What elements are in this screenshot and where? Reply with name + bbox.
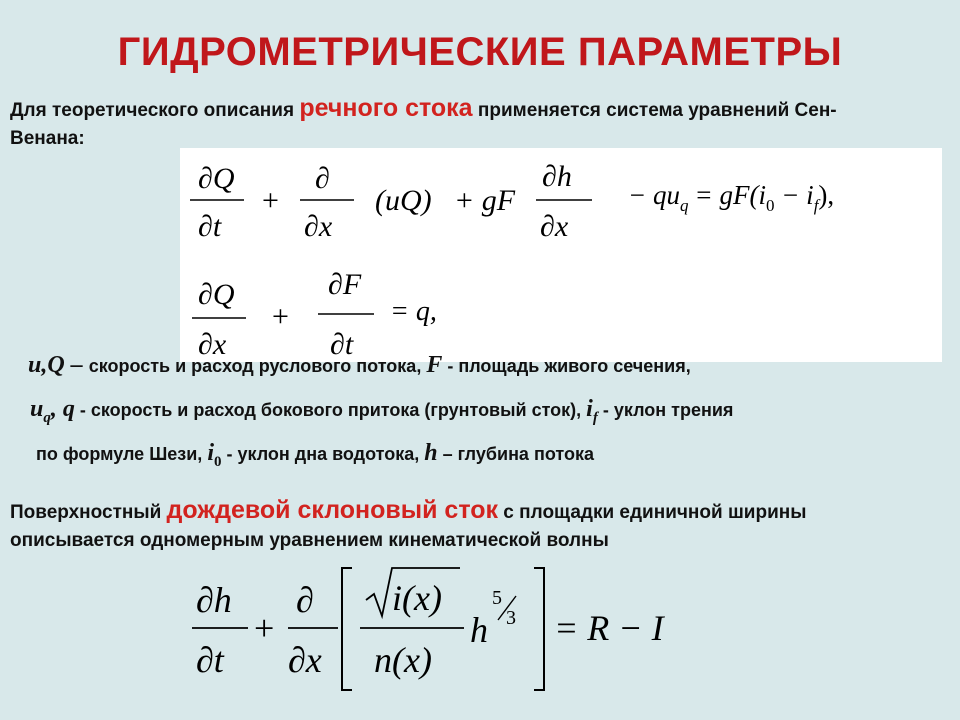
def-text: - скорость и расход бокового притока (грунтовый сток), [74, 400, 587, 420]
def-text: – глубина потока [437, 444, 594, 464]
intro-paragraph [10, 94, 910, 153]
kw-dx: ∂x [288, 640, 322, 680]
eq1-uQ: (uQ) [375, 184, 432, 217]
eq1-q-subscript: q [679, 196, 689, 215]
def-text: - уклон дна водотока, [221, 444, 425, 464]
eq1-minus-qu-text: − qu [628, 180, 680, 210]
kw-d: ∂ [296, 580, 314, 620]
eq1-if-subscript: f [813, 196, 819, 215]
eq2-plus: + [272, 300, 289, 333]
symbol-i: i [207, 440, 214, 466]
eq1-dh: ∂h [542, 160, 572, 193]
def-text: - площадь живого сечения, [442, 356, 691, 376]
kw-rhs: = R − I [554, 608, 664, 648]
intro-highlight: речного стока [299, 94, 473, 122]
runoff-highlight: дождевой склоновый сток [166, 496, 499, 524]
left-bracket [342, 568, 352, 690]
intro-text-before: Для теоретического описания [10, 100, 300, 121]
eq2-dt: ∂t [330, 328, 354, 361]
subscript-f: f [592, 410, 598, 426]
symbol-F: F [426, 352, 443, 378]
symbol-h: h [424, 440, 438, 466]
intro-text-after: применяется система уравнений Сен-Венана: [10, 100, 837, 149]
kw-dt: ∂t [196, 640, 224, 680]
page-title: ГИДРОМЕТРИЧЕСКИЕ ПАРАМЕТРЫ [117, 30, 843, 74]
kw-exp-num: 5 [492, 587, 502, 609]
def-text: - уклон трения [597, 400, 734, 420]
definition-line-1 [28, 352, 691, 379]
def-text: по формуле Шези, [36, 444, 208, 464]
eq1-minus-i: − i [774, 180, 814, 210]
eq2-dF: ∂F [328, 268, 362, 301]
saint-venant-equations [180, 148, 942, 362]
eq2-dx: ∂x [198, 328, 227, 361]
definition-line-2 [30, 396, 733, 427]
eq1-dx2: ∂x [540, 210, 569, 243]
right-bracket [534, 568, 544, 690]
runoff-paragraph [10, 496, 930, 555]
eq2-dQ: ∂Q [198, 278, 235, 311]
definition-line-3 [36, 440, 594, 471]
eq1-dx: ∂x [304, 210, 333, 243]
eq1-plus: + [262, 184, 279, 217]
runoff-text-before: Поверхностный [10, 502, 167, 523]
separator: , [50, 396, 63, 422]
symbol-uQ: u,Q [28, 352, 65, 378]
kinematic-wave-equation [180, 560, 700, 700]
eq1-minus-qu [628, 180, 834, 215]
eq1-eq-gF: = gF(i [694, 180, 766, 210]
runoff-text-after: с площадки единичной ширины описывается одномерным уравнением кинематической волны [10, 502, 807, 551]
eq1-i0-subscript: 0 [765, 196, 775, 215]
def-text: скорость и расход руслового потока, [88, 356, 427, 376]
kw-ix: i(x) [392, 578, 442, 618]
subscript-0: 0 [213, 454, 222, 470]
eq1-dQ: ∂Q [198, 162, 235, 195]
eq1-dt: ∂t [198, 210, 222, 243]
eq1-close: ), [818, 180, 835, 210]
symbol-q: q [62, 396, 75, 422]
eq1-plus-gF: + gF [454, 184, 516, 217]
symbol-i: i [586, 396, 593, 422]
kw-exp-den: 3 [506, 607, 516, 629]
kw-nx: n(x) [374, 640, 432, 680]
kw-plus: + [254, 608, 275, 648]
kw-h: h [470, 610, 488, 650]
eq1-d: ∂ [315, 162, 330, 195]
eq2-eq-q: = q, [390, 296, 437, 327]
symbol-u: u [30, 396, 44, 422]
kw-dh: ∂h [196, 580, 232, 620]
dash: – [64, 352, 89, 378]
subscript-q: q [43, 410, 51, 426]
equations-svg [180, 148, 942, 362]
